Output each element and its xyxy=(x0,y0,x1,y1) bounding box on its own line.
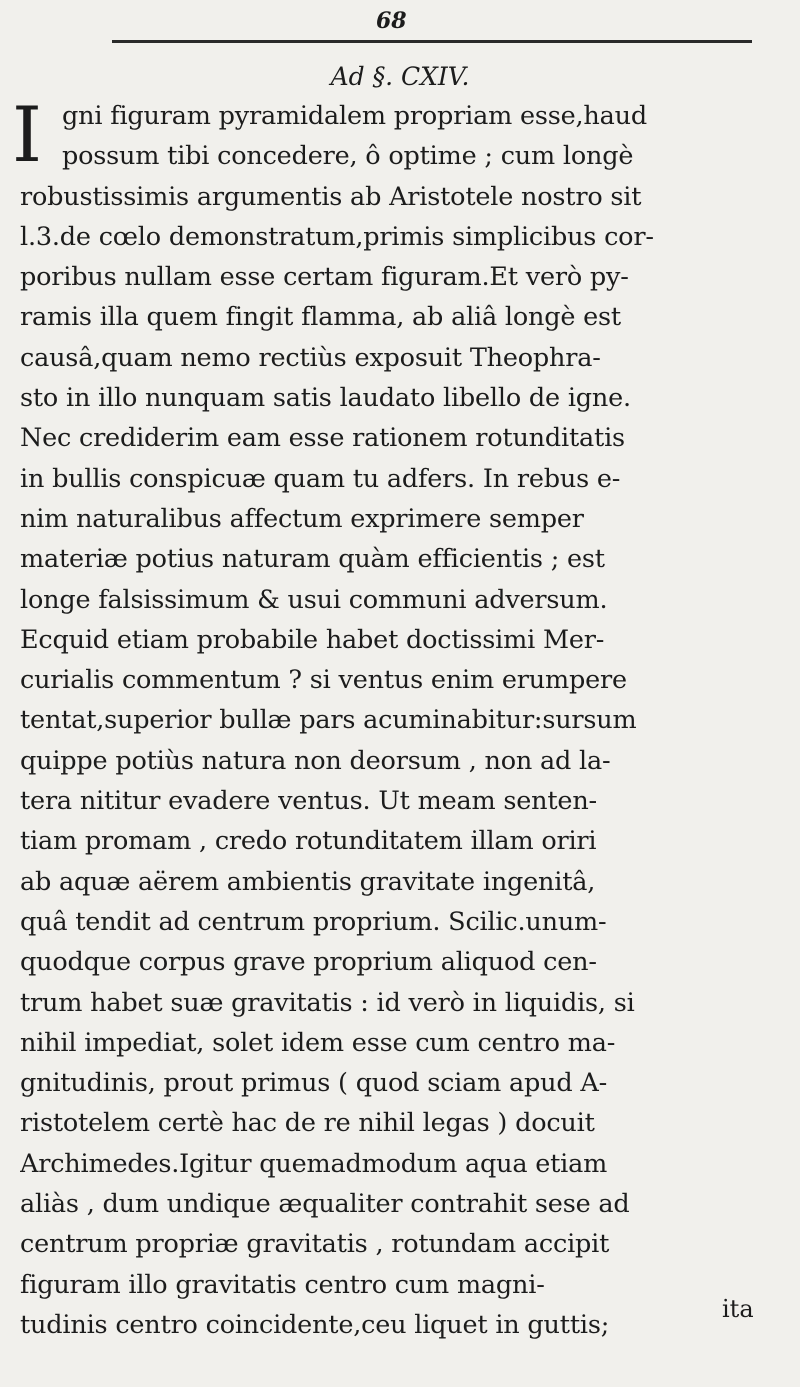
text-line: poribus nullam esse certam figuram.Et verò py- xyxy=(20,262,629,293)
text-line: quippe potiùs natura non deorsum , non ad la- xyxy=(20,745,611,776)
text-line: possum tibi concedere, ô optime ; cum longè xyxy=(62,141,634,172)
text-line: tiam promam , credo rotunditatem illam oriri xyxy=(20,826,597,857)
text-line: l.3.de cœlo demonstratum,primis simplicibus cor- xyxy=(20,221,654,252)
drop-cap: I xyxy=(12,90,43,179)
text-line: ramis illa quem fingit flamma, ab aliâ longè est xyxy=(20,302,621,333)
body-text xyxy=(20,96,772,1345)
text-line: sto in illo nunquam satis laudato libello de igne. xyxy=(20,383,631,414)
text-line: quodque corpus grave proprium aliquod cen- xyxy=(20,947,597,978)
text-line: longe falsissimum & usui communi adversum. xyxy=(20,584,608,615)
text-line: ristotelem certè hac de re nihil legas ) docuit xyxy=(20,1108,595,1139)
text-line: Ecquid etiam probabile habet doctissimi Mer- xyxy=(20,624,605,655)
text-line: tudinis centro coincidente,ceu liquet in guttis; xyxy=(20,1309,610,1340)
text-line: centrum propriæ gravitatis , rotundam accipit xyxy=(20,1229,610,1260)
text-line: robustissimis argumentis ab Aristotele nostro sit xyxy=(20,181,642,212)
text-line: gnitudinis, prout primus ( quod sciam apud A- xyxy=(20,1068,608,1099)
text-line: aliàs , dum undique æqualiter contrahit sese ad xyxy=(20,1189,630,1220)
text-line: ab aquæ aërem ambientis gravitate ingenitâ, xyxy=(20,866,596,897)
page-number: 68 xyxy=(376,8,407,34)
text-line: trum habet suæ gravitatis : id verò in liquidis, si xyxy=(20,987,635,1018)
text-line: tera nititur evadere ventus. Ut meam senten- xyxy=(20,786,597,817)
text-line: Nec crediderim eam esse rationem rotunditatis xyxy=(20,423,625,454)
text-line: causâ,quam nemo rectiùs exposuit Theophra- xyxy=(20,342,601,373)
text-line: nihil impediat, solet idem esse cum centro ma- xyxy=(20,1027,616,1058)
text-line: curialis commentum ? si ventus enim erumpere xyxy=(20,665,627,696)
text-line: quâ tendit ad centrum proprium. Scilic.unum- xyxy=(20,906,607,937)
text-line: materiæ potius naturam quàm efficientis ; est xyxy=(20,544,605,575)
section-heading: Ad §. CXIV. xyxy=(330,62,470,91)
catchword: ita xyxy=(722,1295,754,1323)
text-line: nim naturalibus affectum exprimere semper xyxy=(20,503,584,534)
text-line: in bullis conspicuæ quam tu adfers. In rebus e- xyxy=(20,463,621,494)
text-line: Archimedes.Igitur quemadmodum aqua etiam xyxy=(20,1148,608,1179)
text-line: figuram illo gravitatis centro cum magni- xyxy=(20,1269,545,1300)
text-line: tentat,superior bullæ pars acuminabitur:sursum xyxy=(20,705,637,736)
text-line: gni figuram pyramidalem propriam esse,haud xyxy=(62,101,647,131)
header-rule xyxy=(112,40,752,43)
